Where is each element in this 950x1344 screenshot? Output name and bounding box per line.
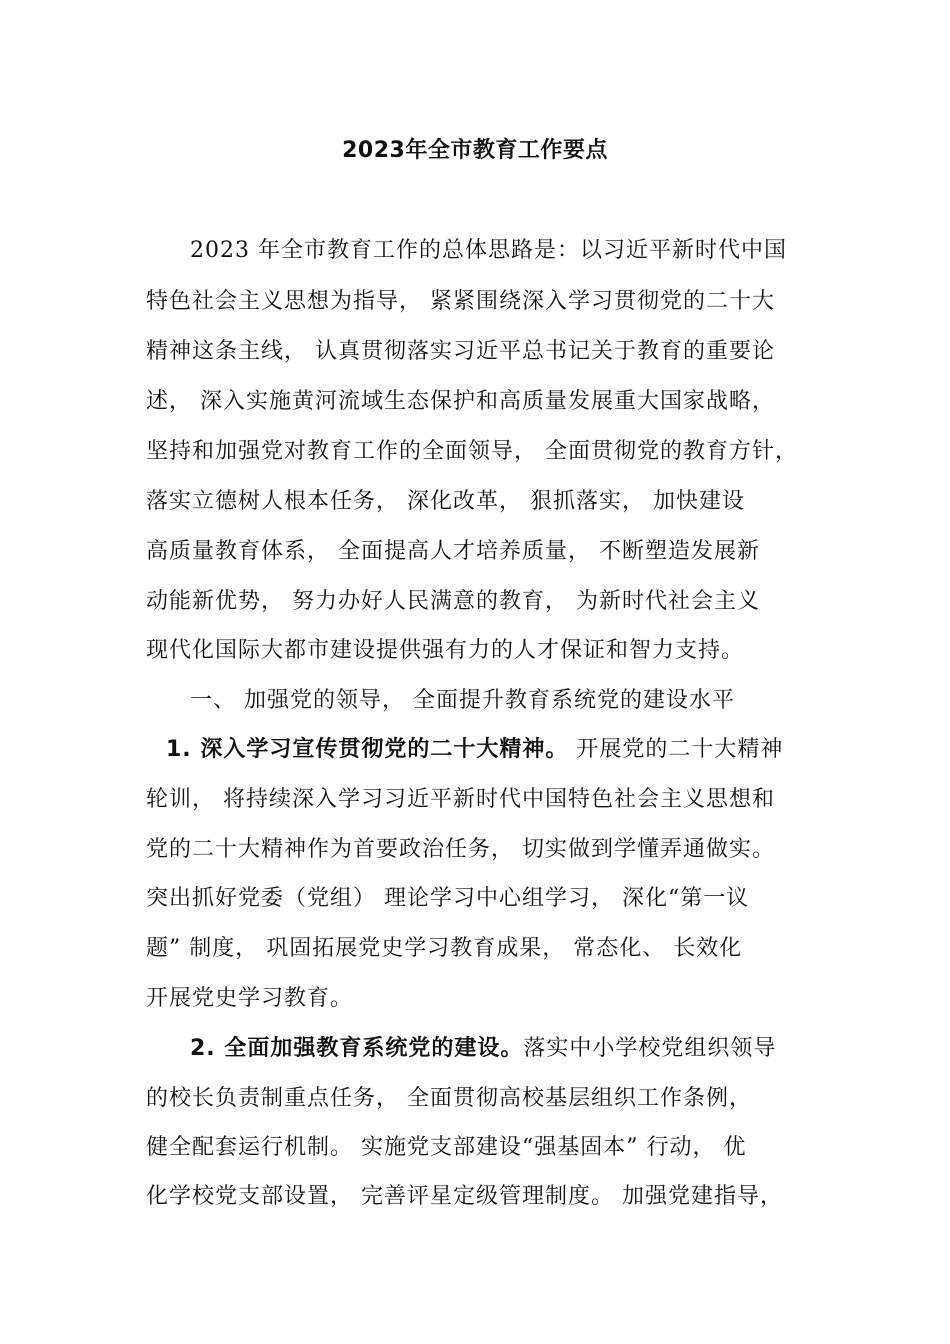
paragraph-line: 的校长负责制重点任务， 全面贯彻高校基层组织工作条例， xyxy=(146,1086,752,1111)
item-2-first-line xyxy=(190,1034,776,1064)
item-1-lead: 1. 深入学习宣传贯彻党的二十大精神。 xyxy=(166,737,569,762)
section-heading: 一、 加强党的领导， 全面提升教育系统党的建设水平 xyxy=(190,688,735,713)
paragraph-line: 现代化国际大都市建设提供强有力的人才保证和智力支持。 xyxy=(146,638,745,663)
item-1-first-line xyxy=(166,735,783,765)
paragraph-line: 精神这条主线， 认真贯彻落实习近平总书记关于教育的重要论 xyxy=(146,339,775,364)
item-1-first-tail: 开展党的二十大精神 xyxy=(568,737,784,762)
paragraph-line: 题” 制度， 巩固拓展党史学习教育成果， 常态化、 长效化 xyxy=(146,936,743,961)
paragraph-line: 党的二十大精神作为首要政治任务， 切实做到学懂弄通做实。 xyxy=(146,837,775,862)
item-2-lead: 2. 全面加强教育系统党的建设。 xyxy=(190,1036,524,1061)
paragraph-line: 坚持和加强党对教育工作的全面领导， 全面贯彻党的教育方针， xyxy=(146,439,798,464)
paragraph-line: 开展党史学习教育。 xyxy=(146,986,354,1011)
paragraph-line: 高质量教育体系， 全面提高人才培养质量， 不断塑造发展新 xyxy=(146,539,760,564)
paragraph-line: 健全配套运行机制。 实施党支部建设“强基固本” 行动， 优 xyxy=(146,1135,747,1160)
paragraph-line: 落实立德树人根本任务， 深化改革， 狠抓落实， 加快建设 xyxy=(146,489,745,514)
paragraph-line: 2023 年全市教育工作的总体思路是：以习近平新时代中国 xyxy=(190,238,787,263)
paragraph-line: 突出抓好党委（党组） 理论学习中心组学习， 深化“第一议 xyxy=(146,886,750,911)
paragraph-line: 轮训， 将持续深入学习习近平新时代中国特色社会主义思想和 xyxy=(146,787,775,812)
item-2-first-tail: 落实中小学校党组织领导 xyxy=(523,1036,777,1061)
paragraph-line: 特色社会主义思想为指导， 紧紧围绕深入学习贯彻党的二十大 xyxy=(146,289,775,314)
document-title: 2023年全市教育工作要点 xyxy=(342,138,608,163)
paragraph-line: 述， 深入实施黄河流域生态保护和高质量发展重大国家战略， xyxy=(146,389,775,414)
paragraph-line: 动能新优势， 努力办好人民满意的教育， 为新时代社会主义 xyxy=(146,589,760,614)
paragraph-line: 化学校党支部设置， 完善评星定级管理制度。 加强党建指导， xyxy=(146,1184,783,1209)
